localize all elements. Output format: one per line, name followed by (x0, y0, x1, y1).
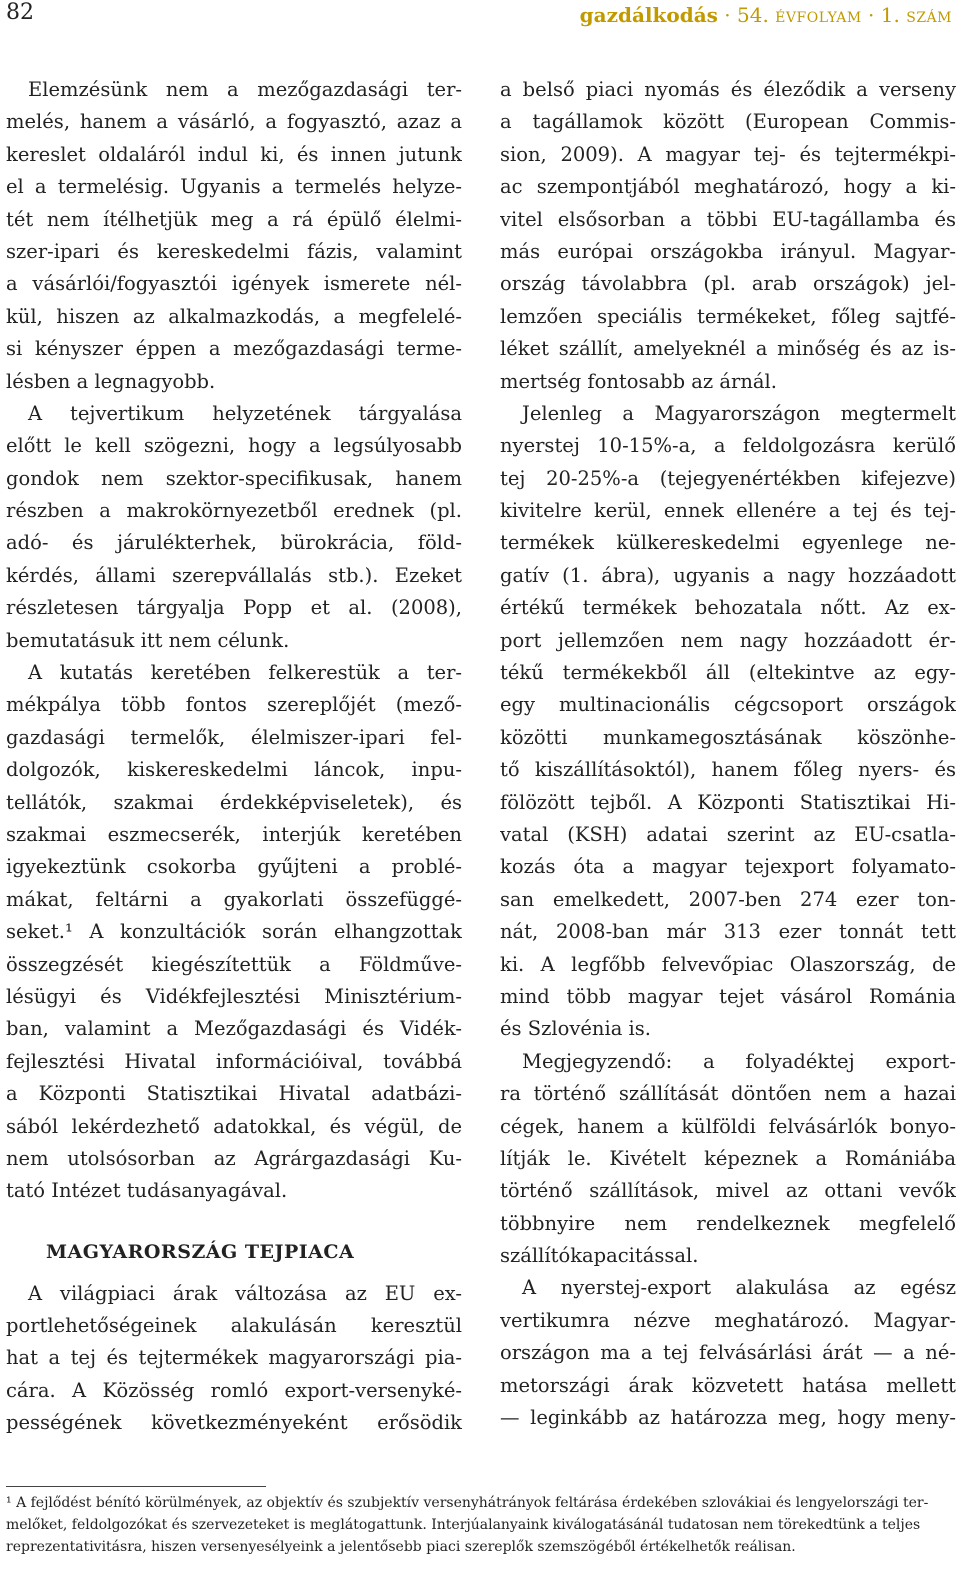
section-heading: MAGYARORSZÁG TEJPIACA (46, 1240, 355, 1263)
text-line: portlehetőségeinek alakulásán keresztül (6, 1314, 462, 1338)
text-line: ra történő szállítását döntően nem a hazai (500, 1082, 956, 1106)
right-column (500, 74, 956, 1434)
text-line: metországi árak közvetett hatása mellett (500, 1373, 956, 1397)
text-line: cégek, hanem a külföldi felvásárlók bonyo- (500, 1114, 956, 1138)
running-head (580, 3, 952, 27)
text-line: bemutatásuk itt nem célunk. (6, 628, 290, 652)
text-line: a Központi Statisztikai Hivatal adatbázi- (6, 1082, 462, 1106)
footnote-divider (6, 1486, 266, 1487)
text-line: léket szállít, amelyeknél a minőség és az is- (500, 337, 956, 361)
text-line: cára. A Közösség romló export-versenyké- (6, 1378, 462, 1402)
text-line: kereslet oldaláról indul ki, és innen jutunk (6, 142, 462, 166)
text-line: vatal (KSH) adatai szerint az EU-csatla- (500, 822, 956, 846)
text-line: tét nem ítélhetjük meg a rá épülő élelmi- (6, 207, 462, 231)
page-number: 82 (6, 0, 34, 25)
text-line: ac szempontjából meghatározó, hogy a ki- (500, 175, 956, 199)
text-line: a belső piaci nyomás és éleződik a verseny (500, 78, 956, 101)
text-line: — leginkább az határozza meg, hogy meny- (500, 1406, 956, 1430)
text-line: szállítókapacitással. (500, 1244, 699, 1268)
text-line: mékpálya több fontos szereplőjét (mező- (6, 693, 462, 717)
text-line: gondok nem szektor-specifikusak, hanem (6, 466, 462, 490)
separator: · (717, 3, 737, 27)
text-line: kérdés, állami szerepvállalás stb.). Ezeket (6, 563, 462, 587)
text-line: A nyerstej-export alakulása az egész (522, 1276, 956, 1300)
text-line: ki. A legfőbb felvevőpiac Olaszország, de (500, 952, 956, 976)
text-line: részben a makrokörnyezetből erednek (pl. (6, 499, 462, 523)
volume-number: 54. (737, 3, 769, 27)
text-line: a tagállamok között (European Commis- (500, 110, 956, 134)
text-line: nát, 2008-ban már 313 ezer tonnát tett (500, 920, 956, 944)
text-line: A világpiaci árak változása az EU ex- (28, 1281, 462, 1305)
text-line: igyekeztünk csokorba gyűjteni a problé- (6, 855, 462, 879)
text-line: san emelkedett, 2007-ben 274 ezer ton- (500, 887, 956, 911)
heading-spacer (6, 1208, 462, 1226)
text-line: közötti munkamegosztásának köszönhe- (500, 725, 956, 749)
text-line: kül, hiszen az alkalmazkodás, a megfelelé- (6, 304, 462, 328)
journal-title: gazdálkodás (579, 3, 718, 27)
text-line: tej 20-25%-a (tejegyenértékben kifejezve) (500, 466, 956, 490)
text-line: adó- és járulékterhek, bürokrácia, föld- (6, 531, 462, 555)
text-line: Elemzésünk nem a mezőgazdasági ter- (28, 78, 462, 101)
text-line: mákat, feltárni a gyakorlati összefüggé- (6, 887, 462, 911)
text-line: sion, 2009). A magyar tej- és tejtermékpi- (500, 142, 956, 166)
text-line: a vásárlói/fogyasztói igények ismerete nél- (6, 272, 462, 296)
text-line: országon ma a tej felvásárlási árát — a né- (500, 1341, 956, 1365)
text-line: hat a tej és tejtermékek magyarországi pia- (6, 1346, 462, 1370)
text-line: gatív (1. ábra), ugyanis a nagy hozzáadott (500, 563, 956, 587)
text-line: vitel elsősorban a többi EU-tagállamba és (500, 207, 956, 231)
text-line: kivitelre kerül, ennek ellenére a tej és tej- (500, 499, 956, 523)
text-line: tató Intézet tudásanyagával. (6, 1179, 288, 1203)
text-line: tékű termékekből áll (eltekintve az egy- (500, 661, 956, 685)
text-line: többnyire nem rendelkeznek megfelelő (500, 1211, 956, 1235)
text-line: nyerstej 10-15%-a, a feldolgozásra kerülő (500, 434, 956, 458)
text-line: dolgozók, kiskereskedelmi láncok, inpu- (6, 758, 462, 782)
text-line: egy multinacionális cégcsoport országok (500, 693, 956, 717)
text-line: történő szállítások, mivel az ottani vevők (500, 1179, 956, 1203)
page-header (0, 0, 960, 40)
text-line: kozás óta a magyar tejexport folyamato- (500, 855, 956, 879)
text-line: előtt le kell szögezni, hogy a legsúlyosabb (6, 434, 462, 458)
text-line: seket.¹ A konzultációk során elhangzottak (6, 920, 462, 944)
right-column-text (500, 74, 956, 1434)
issue-number: 1. (880, 3, 900, 27)
separator: · (861, 3, 881, 27)
text-line: Megjegyzendő: a folyadéktej export- (522, 1049, 956, 1073)
text-line: melés, hanem a vásárló, a fogyasztó, azaz a (6, 110, 462, 134)
text-line: lítják le. Kivételt képeznek a Romániába (500, 1146, 956, 1170)
text-line: si kényszer éppen a mezőgazdasági terme- (6, 337, 462, 361)
text-line: lésben a legnagyobb. (6, 369, 216, 393)
text-line: lésügyi és Vidékfejlesztési Minisztérium- (6, 984, 462, 1008)
text-line: szakmai eszmecserék, interjúk keretében (6, 822, 462, 846)
text-line: nem utolsósorban az Agrárgazdasági Ku- (6, 1146, 462, 1170)
text-line: A tejvertikum helyzetének tárgyalása (28, 401, 462, 425)
text-line: lemzően speciális termékeket, főleg sajtfé- (500, 304, 956, 328)
issue-label: SZÁM (906, 10, 952, 26)
text-line: fölözött tejből. A Központi Statisztikai Hi- (500, 790, 956, 814)
left-column-after-heading (6, 1278, 462, 1440)
text-line: összegzését kiegészítettük a Földműve- (6, 952, 462, 976)
text-line: Jelenleg a Magyarországon megtermelt (522, 401, 956, 425)
text-line: ban, valamint a Mezőgazdasági és Vidék- (6, 1017, 462, 1041)
text-line: A kutatás keretében felkerestük a ter- (28, 661, 462, 685)
text-line: termékek külkereskedelmi egyenlege ne- (500, 531, 956, 555)
text-line: vertikumra nézve meghatározó. Magyar- (500, 1308, 956, 1332)
text-line: pességének következményeként erősödik (6, 1411, 462, 1435)
text-line: tő kiszállításoktól), hanem főleg nyers- és (500, 758, 956, 782)
left-column (6, 74, 462, 1440)
left-column-text (6, 74, 462, 1208)
text-line: ország távolabbra (pl. arab országok) jel- (500, 272, 956, 296)
text-line: értékű termékek behozatala nőtt. Az ex- (500, 596, 956, 620)
text-line: és Szlovénia is. (500, 1017, 651, 1041)
text-line: más európai országokba irányul. Magyar- (500, 239, 956, 263)
volume-label: ÉVFOLYAM (775, 10, 862, 26)
footnote-line: reprezentativitásra, hiszen versenyesélyeink a jelentősebb piaci szereplők szemszögéből értékelhetők reálisan. (6, 1539, 796, 1555)
text-line: tellátók, szakmai érdekképviseletek), és (6, 790, 462, 814)
text-line: el a termelésig. Ugyanis a termelés helyze- (6, 175, 462, 199)
text-line: mind több magyar tejet vásárol Románia (500, 984, 956, 1008)
text-line: sából lekérdezhető adatokkal, és végül, de (6, 1114, 462, 1138)
footnote-line: melőket, feldolgozókat és szervezeteket is meglátogattunk. Interjúalanyaink kiválogatásánál tudatosan nem törekedtünk a teljes (6, 1517, 921, 1533)
text-line: mertség fontosabb az árnál. (500, 369, 777, 393)
footnotes (6, 1492, 956, 1558)
text-line: fejlesztési Hivatal információival, továbbá (6, 1049, 462, 1073)
footnote-line: ¹ A fejlődést bénító körülmények, az objektív és szubjektív versenyhátrányok feltárása érdekében szlovákiai és lengyelországi ter- (6, 1495, 929, 1511)
text-line: részletesen tárgyalja Popp et al. (2008), (6, 596, 462, 620)
text-line: port jellemzően nem nagy hozzáadott ér- (500, 628, 956, 652)
text-line: szer-ipari és kereskedelmi fázis, valamint (6, 239, 462, 263)
text-line: gazdasági termelők, élelmiszer-ipari fel- (6, 725, 462, 749)
